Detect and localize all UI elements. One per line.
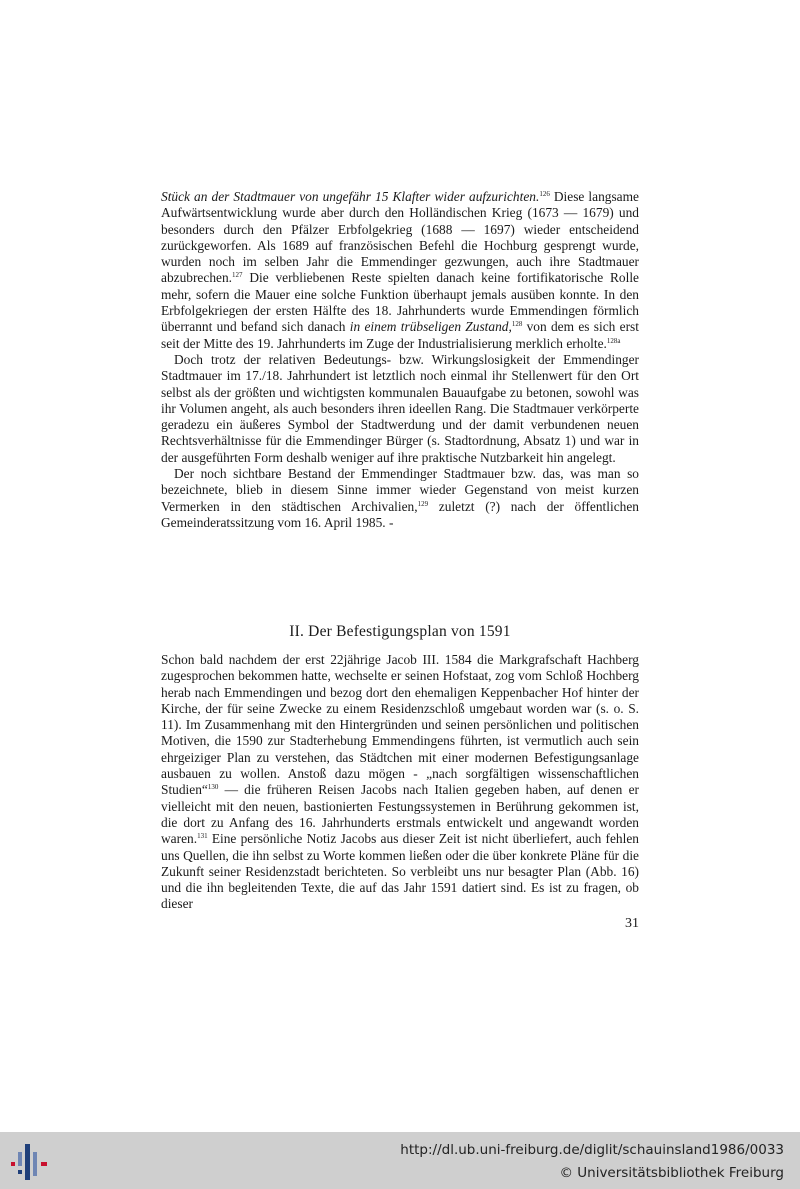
paragraph: Der noch sichtbare Bestand der Emmendinger Stadtmauer bzw. das, was man so bezeichnete, blieb in diesem Sinne immer wieder Gegenstand von meist kurzen Vermerken in den städtischen Archivalien,$^{129}$ zuletzt (?) nach der öffentlichen Gemeinderatssitzung vom 16. April 1985. - (161, 466, 639, 530)
paragraph: Doch trotz der relativen Bedeutungs- bzw. Wirkungslosigkeit der Emmendinger Stadtmauer im 17./18. Jahrhundert ist letztlich noch einmal ihr Stellenwert für den Ort selbst als der größten und wichtigsten kommunalen Bauaufgabe zu betonen, sowohl was ihr Volumen angeht, als auch besonders ihren ideellen Rang. Die Stadtmauer verkörperte geradezu ein äußeres Symbol der Stadtwerdung und der damit verbundenen neuen Rechtsverhältnisse für die Emmendinger Bürger (s. Stadtordnung, Absatz 1) und war in der ausgeführten Form deshalb weniger auf ihre praktische Nutzbarkeit hin angelegt. (161, 351, 639, 465)
paragraph: Stück an der Stadtmauer von ungefähr 15 Klafter wider aufzurichten.$^{126}$ Diese langsame Aufwärtsentwicklung wurde aber durch den Holländischen Krieg (1673 — 1679) und besonders durch den Pfälzer Erbfolgekrieg (1688 — 1697) wieder entscheidend zurückgeworfen. Als 1689 auf französischen Befehl die Hochburg gesprengt wurde, wurden noch im selben Jahr die Emmendinger gezwungen, auch ihre Stadtmauer abzubrechen.$^{127}$ Die verbliebenen Reste spielten danach keine fortifikatorische Rolle mehr, sofern die Mauer eine solche Funktion überhaupt jemals ausüben konnte. In den Erbfolgekriegen der ersten Hälfte des 18. Jahrhunderts wurde Emmendingen förmlich überrannt und befand sich danach in einem trübseligen Zustand,$^{128}$ von dem es sich erst seit der Mitte des 19. Jahrhunderts im Zuge der Industrialisierung merklich erholte.$^{128a}$ (161, 189, 639, 351)
footer-bar (0, 1132, 800, 1189)
footer-url-link[interactable]: http://dl.ub.uni-freiburg.de/diglit/schauinsland1986/0033 (400, 1142, 784, 1158)
body-text-section (161, 652, 639, 913)
library-logo-icon (8, 1140, 52, 1184)
paragraph: Schon bald nachdem der erst 22jährige Jacob III. 1584 die Markgrafschaft Hachberg zugesprochen bekommen hatte, wechselte er seinen Hofstaat, zog vom Schloß Hochberg herab nach Emmendingen und bezog dort den ehemaligen Keppenbacher Hof hinter der Kirche, der für seine Zwecke zu einem Residenzschloß umgebaut worden war (s. o. S. 11). Im Zusammenhang mit den Hintergründen und seinen persönlichen und politischen Motiven, die 1590 zur Stadterhebung Emmendingens führten, ist vermutlich auch sein ehrgeiziger Plan zu verstehen, das Städtchen mit einer modernen Befestigungsanlage ausbauen zu wollen. Anstoß dazu mögen - „nach sorgfältigen wissenschaftlichen Studien“$^{130}$ — die früheren Reisen Jacobs nach Italien gegeben haben, auf denen er vielleicht mit den neuen, bastionierten Festungssystemen in Berührung gekommen ist, die dort zu Anfang des 16. Jahrhunderts erstmals entwickelt und angewandt worden waren.$^{131}$ Eine persönliche Notiz Jacobs aus dieser Zeit ist nicht überliefert, auch fehlen uns Quellen, die ihn selbst zu Worte kommen ließen oder die über konkrete Pläne für die Zukunft seiner Residenzstadt berichteten. So verbleibt uns nur besagter Plan (Abb. 16) und die ihn begleitenden Texte, die auf das Jahr 1591 datiert sind. Es ist zu fragen, ob dieser (161, 652, 639, 912)
body-text-upper (161, 189, 639, 531)
section-heading: II. Der Befestigungsplan von 1591 (289, 623, 511, 640)
page-number: 31 (625, 916, 639, 931)
footer-copyright: © Universitätsbibliothek Freiburg (559, 1165, 784, 1181)
